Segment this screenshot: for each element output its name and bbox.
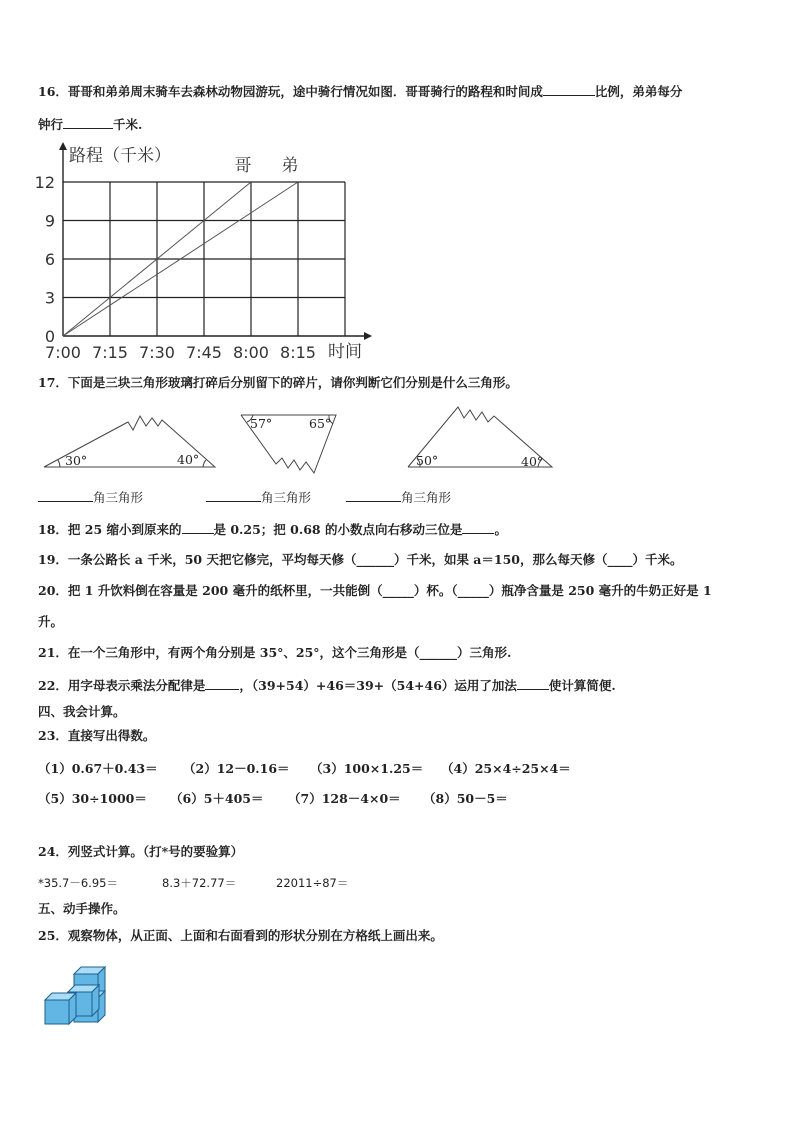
y-axis-label: 路程（千米） (69, 146, 171, 166)
answer-blank[interactable] (543, 83, 595, 96)
chart-grid (63, 182, 345, 336)
angle-label: 40° (177, 452, 200, 467)
q21-text: 21．在一个三角形中，有两个角分别是 35°、25°，这个三角形是（______）三角形. (38, 645, 512, 660)
chart-ticks (35, 173, 316, 362)
series-label-brother: 哥 (234, 156, 252, 176)
answer-blank[interactable] (517, 677, 549, 690)
cube-front-left (45, 993, 76, 1024)
x-tick-label: 7:15 (92, 343, 128, 362)
section-5-title: 五、动手操作。 (38, 901, 126, 916)
calc-item: （6）5＋405＝ (170, 791, 264, 806)
answer-blank[interactable] (63, 116, 113, 129)
calc-item: （7）128－4×0＝ (288, 791, 401, 806)
answer-blank[interactable] (205, 677, 239, 690)
section-4-title: 四、我会计算。 (38, 704, 126, 719)
q17-text: 17．下面是三块三角形玻璃打碎后分别留下的碎片，请你判断它们分别是什么三角形。 (38, 375, 518, 390)
y-tick-label: 0 (44, 327, 55, 346)
x-tick-label: 8:15 (280, 343, 316, 362)
calc-item: （5）30÷1000＝ (38, 791, 147, 806)
y-tick-label: 9 (44, 211, 55, 231)
q16-line2: 钟行 千米. (38, 117, 143, 132)
x-tick-label: 7:00 (45, 343, 81, 362)
series-label-younger-brother: 弟 (281, 156, 299, 176)
angle-label: 40° (521, 454, 544, 469)
angle-label: 50° (416, 453, 439, 468)
q22-text: 22．用字母表示乘法分配律是 ，（39+54）+46＝39+（54+46）运用了加法 使计算简便. (38, 678, 616, 693)
angle-label: 65° (309, 416, 332, 431)
answer-blank[interactable] (462, 521, 494, 534)
q16-line1: 16．哥哥和弟弟周末骑车去森林动物园游玩，途中骑行情况如图．哥哥骑行的路程和时间成 比例，弟弟每分 (38, 84, 683, 99)
vertical-calc-item: 8.3＋72.77＝ (162, 876, 237, 890)
q20-line1: 20．把 1 升饮料倒在容量是 200 毫升的纸杯里，一共能倒（_____）杯。（_____）瓶净含量是 250 毫升的牛奶正好是 1 (38, 583, 712, 598)
calc-item: （3）100×1.25＝ (310, 761, 424, 776)
angle-label: 30° (65, 453, 88, 468)
x-axis-label: 时间 (328, 342, 362, 362)
calc-item: （4）25×4÷25×4＝ (441, 761, 571, 776)
q19-text: 19．一条公路长 a 千米，50 天把它修完，平均每天修（______）千米，如果 a＝150，那么每天修（____）千米。 (38, 552, 683, 567)
x-tick-label: 7:45 (186, 343, 222, 362)
calc-item: （1）0.67＋0.43＝ (38, 761, 158, 776)
x-tick-label: 7:30 (139, 343, 175, 362)
y-tick-label: 6 (44, 250, 55, 269)
x-tick-label: 8:00 (233, 343, 269, 362)
q24-title: 24．列竖式计算。（打*号的要验算） (38, 844, 244, 859)
x-axis-arrow (364, 332, 372, 340)
q17-answer-2: 角三角形 (206, 489, 311, 506)
cube-stack-figure (40, 960, 110, 1030)
answer-blank[interactable] (206, 489, 261, 502)
calc-item: （2）12－0.16＝ (183, 761, 290, 776)
q18-text: 18．把 25 缩小到原来的 是 0.25；把 0.68 的小数点向右移动三位是 。 (38, 522, 507, 537)
q17-answer-3: 角三角形 (346, 489, 451, 506)
y-axis-arrow (59, 142, 67, 150)
y-tick-label: 3 (44, 288, 55, 308)
answer-blank[interactable] (346, 489, 401, 502)
calc-item: （8）50－5＝ (423, 791, 508, 806)
q23-title: 23．直接写出得数。 (38, 728, 156, 743)
q17-answer-1: 角三角形 (38, 489, 143, 506)
glass-fragments (0, 400, 794, 475)
angle-label: 57° (250, 416, 273, 431)
vertical-calc-item: 22011÷87＝ (276, 876, 349, 890)
q20-line2: 升。 (38, 614, 64, 629)
answer-blank[interactable] (38, 489, 93, 502)
chart-axes (59, 142, 372, 340)
y-tick-label: 12 (34, 173, 55, 192)
vertical-calc-item: *35.7－6.95＝ (38, 876, 118, 890)
distance-time-chart (30, 140, 380, 365)
q25-title: 25．观察物体，从正面、上面和右面看到的形状分别在方格纸上画出来。 (38, 928, 443, 943)
answer-blank[interactable] (182, 521, 214, 534)
